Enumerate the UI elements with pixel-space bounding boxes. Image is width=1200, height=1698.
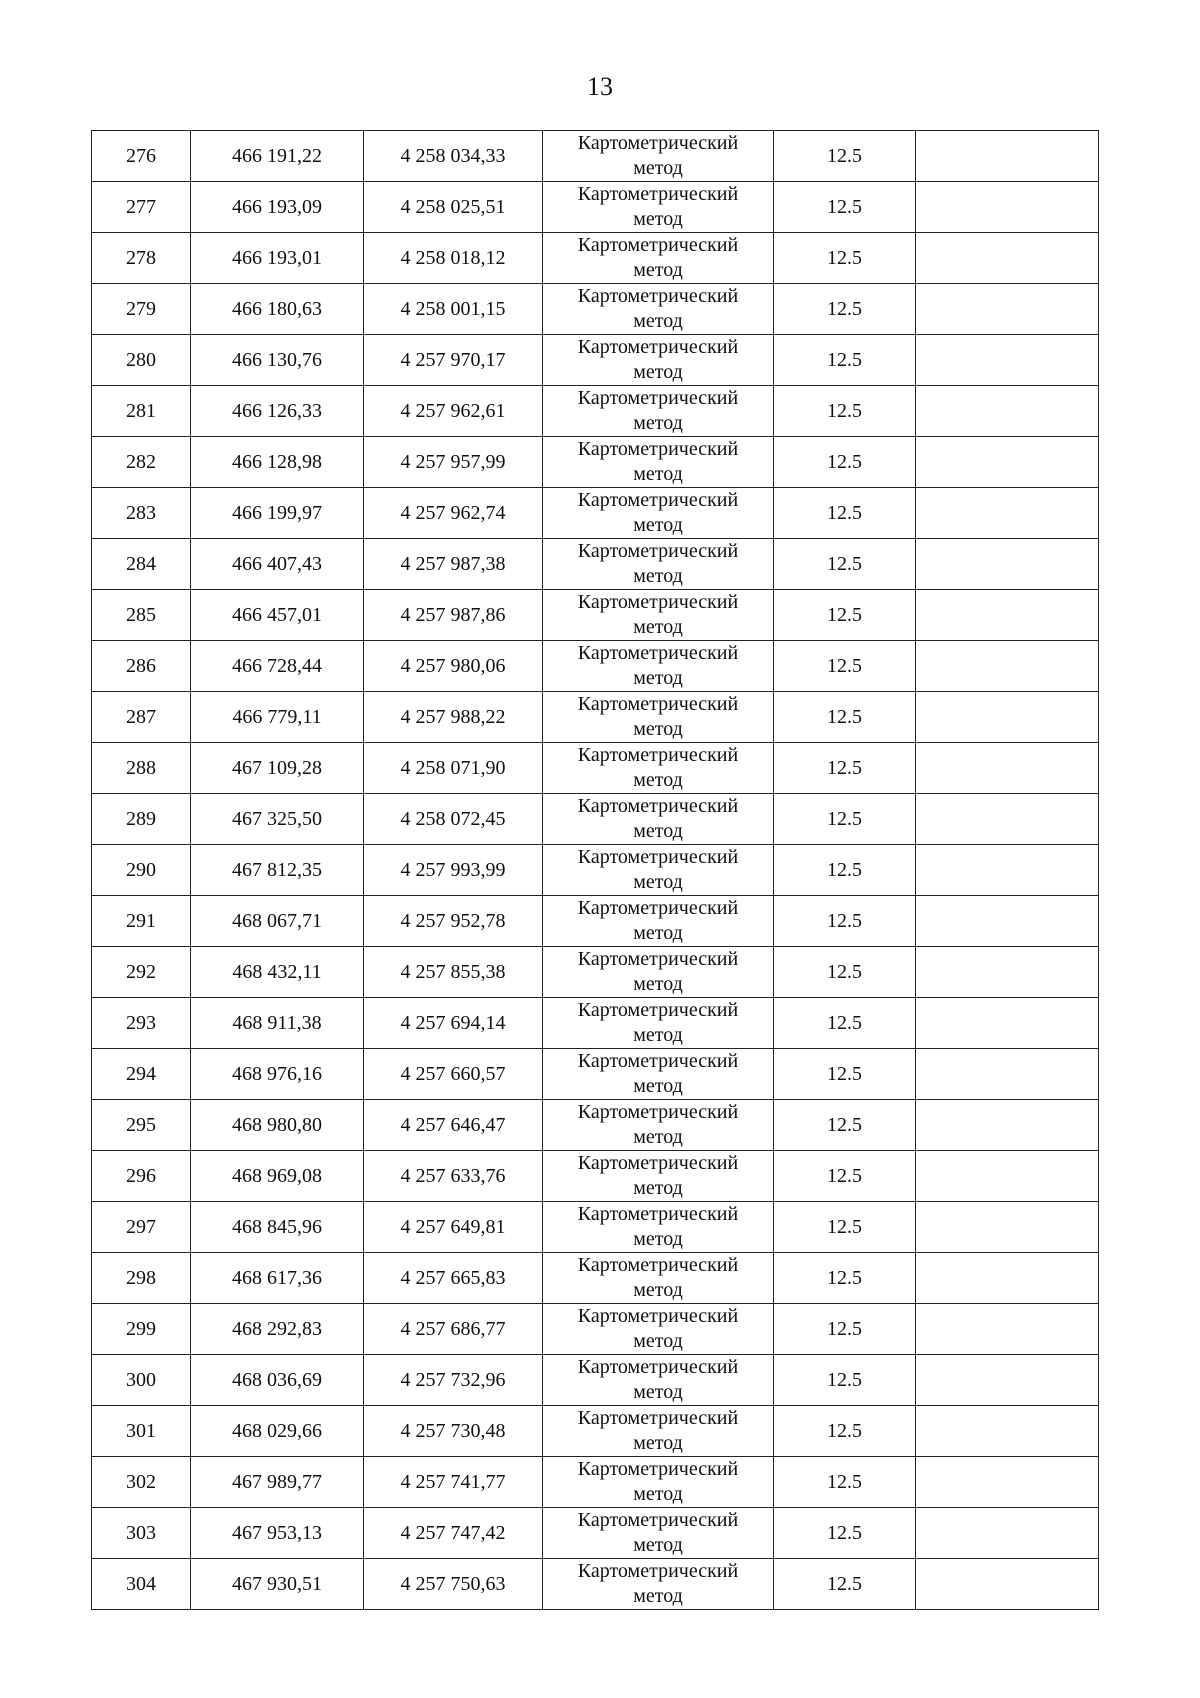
accuracy-value: 12.5 xyxy=(774,284,916,335)
note-cell xyxy=(916,539,1099,590)
y-coordinate: 4 257 952,78 xyxy=(364,896,543,947)
accuracy-value: 12.5 xyxy=(774,335,916,386)
method-cell xyxy=(543,1049,774,1100)
method-line-1: Картометрический xyxy=(577,540,739,562)
accuracy-value: 12.5 xyxy=(774,1202,916,1253)
method-line-1: Картометрический xyxy=(577,1407,739,1429)
accuracy-value: 12.5 xyxy=(774,233,916,284)
note-cell xyxy=(916,1355,1099,1406)
note-cell xyxy=(916,743,1099,794)
point-number: 286 xyxy=(92,641,191,692)
method-line-1: Картометрический xyxy=(577,1458,739,1480)
table-row xyxy=(92,947,1099,998)
accuracy-value: 12.5 xyxy=(774,896,916,947)
point-number: 288 xyxy=(92,743,191,794)
method-cell xyxy=(543,1202,774,1253)
accuracy-value: 12.5 xyxy=(774,1406,916,1457)
table-row xyxy=(92,896,1099,947)
method-line-2: метод xyxy=(633,1228,683,1250)
x-coordinate: 467 953,13 xyxy=(191,1508,364,1559)
y-coordinate: 4 258 071,90 xyxy=(364,743,543,794)
accuracy-value: 12.5 xyxy=(774,692,916,743)
x-coordinate: 468 029,66 xyxy=(191,1406,364,1457)
table-row xyxy=(92,998,1099,1049)
table-row xyxy=(92,131,1099,182)
x-coordinate: 466 191,22 xyxy=(191,131,364,182)
accuracy-value: 12.5 xyxy=(774,539,916,590)
point-number: 296 xyxy=(92,1151,191,1202)
method-line-2: метод xyxy=(633,1075,683,1097)
y-coordinate: 4 257 633,76 xyxy=(364,1151,543,1202)
accuracy-value: 12.5 xyxy=(774,641,916,692)
table-row xyxy=(92,488,1099,539)
method-cell xyxy=(543,1253,774,1304)
accuracy-value: 12.5 xyxy=(774,1253,916,1304)
method-cell xyxy=(543,1304,774,1355)
note-cell xyxy=(916,1457,1099,1508)
method-cell xyxy=(543,692,774,743)
y-coordinate: 4 257 750,63 xyxy=(364,1559,543,1610)
method-line-2: метод xyxy=(633,412,683,434)
accuracy-value: 12.5 xyxy=(774,845,916,896)
method-cell xyxy=(543,386,774,437)
method-line-1: Картометрический xyxy=(577,1254,739,1276)
method-line-1: Картометрический xyxy=(577,285,739,307)
method-line-1: Картометрический xyxy=(577,642,739,664)
method-line-1: Картометрический xyxy=(577,1356,739,1378)
method-line-2: метод xyxy=(633,1483,683,1505)
method-line-2: метод xyxy=(633,1381,683,1403)
x-coordinate: 467 325,50 xyxy=(191,794,364,845)
method-line-1: Картометрический xyxy=(577,846,739,868)
table-row xyxy=(92,845,1099,896)
x-coordinate: 466 193,01 xyxy=(191,233,364,284)
x-coordinate: 468 969,08 xyxy=(191,1151,364,1202)
method-line-1: Картометрический xyxy=(577,795,739,817)
accuracy-value: 12.5 xyxy=(774,590,916,641)
accuracy-value: 12.5 xyxy=(774,743,916,794)
y-coordinate: 4 257 962,61 xyxy=(364,386,543,437)
y-coordinate: 4 257 646,47 xyxy=(364,1100,543,1151)
note-cell xyxy=(916,233,1099,284)
x-coordinate: 468 292,83 xyxy=(191,1304,364,1355)
note-cell xyxy=(916,131,1099,182)
method-cell xyxy=(543,1457,774,1508)
method-line-2: метод xyxy=(633,922,683,944)
table-row xyxy=(92,1355,1099,1406)
method-line-1: Картометрический xyxy=(577,1203,739,1225)
method-line-1: Картометрический xyxy=(577,744,739,766)
accuracy-value: 12.5 xyxy=(774,1559,916,1610)
x-coordinate: 468 067,71 xyxy=(191,896,364,947)
method-line-2: метод xyxy=(633,667,683,689)
method-line-2: метод xyxy=(633,871,683,893)
table-row xyxy=(92,692,1099,743)
method-line-1: Картометрический xyxy=(577,234,739,256)
method-line-1: Картометрический xyxy=(577,1101,739,1123)
accuracy-value: 12.5 xyxy=(774,1151,916,1202)
note-cell xyxy=(916,1100,1099,1151)
note-cell xyxy=(916,1049,1099,1100)
method-line-2: метод xyxy=(633,1585,683,1607)
method-line-2: метод xyxy=(633,565,683,587)
table-body xyxy=(92,131,1099,1610)
method-line-1: Картометрический xyxy=(577,1050,739,1072)
point-number: 291 xyxy=(92,896,191,947)
y-coordinate: 4 257 686,77 xyxy=(364,1304,543,1355)
y-coordinate: 4 258 001,15 xyxy=(364,284,543,335)
accuracy-value: 12.5 xyxy=(774,437,916,488)
accuracy-value: 12.5 xyxy=(774,131,916,182)
y-coordinate: 4 257 987,38 xyxy=(364,539,543,590)
point-number: 298 xyxy=(92,1253,191,1304)
point-number: 303 xyxy=(92,1508,191,1559)
accuracy-value: 12.5 xyxy=(774,1100,916,1151)
method-cell xyxy=(543,1100,774,1151)
method-cell xyxy=(543,794,774,845)
point-number: 293 xyxy=(92,998,191,1049)
note-cell xyxy=(916,182,1099,233)
y-coordinate: 4 257 732,96 xyxy=(364,1355,543,1406)
method-cell xyxy=(543,998,774,1049)
accuracy-value: 12.5 xyxy=(774,1304,916,1355)
note-cell xyxy=(916,1202,1099,1253)
table-row xyxy=(92,386,1099,437)
accuracy-value: 12.5 xyxy=(774,1355,916,1406)
x-coordinate: 467 109,28 xyxy=(191,743,364,794)
y-coordinate: 4 257 730,48 xyxy=(364,1406,543,1457)
note-cell xyxy=(916,1304,1099,1355)
y-coordinate: 4 258 018,12 xyxy=(364,233,543,284)
method-line-1: Картометрический xyxy=(577,336,739,358)
x-coordinate: 466 128,98 xyxy=(191,437,364,488)
y-coordinate: 4 258 072,45 xyxy=(364,794,543,845)
table-row xyxy=(92,1508,1099,1559)
table-row xyxy=(92,1304,1099,1355)
note-cell xyxy=(916,386,1099,437)
method-line-1: Картометрический xyxy=(577,693,739,715)
y-coordinate: 4 257 665,83 xyxy=(364,1253,543,1304)
point-number: 295 xyxy=(92,1100,191,1151)
point-number: 281 xyxy=(92,386,191,437)
method-line-2: метод xyxy=(633,1330,683,1352)
method-line-2: метод xyxy=(633,820,683,842)
point-number: 280 xyxy=(92,335,191,386)
note-cell xyxy=(916,1508,1099,1559)
method-cell xyxy=(543,1508,774,1559)
x-coordinate: 468 980,80 xyxy=(191,1100,364,1151)
method-cell xyxy=(543,1559,774,1610)
note-cell xyxy=(916,590,1099,641)
note-cell xyxy=(916,1559,1099,1610)
point-number: 287 xyxy=(92,692,191,743)
y-coordinate: 4 257 993,99 xyxy=(364,845,543,896)
y-coordinate: 4 257 694,14 xyxy=(364,998,543,1049)
method-line-2: метод xyxy=(633,769,683,791)
point-number: 282 xyxy=(92,437,191,488)
table-row xyxy=(92,1202,1099,1253)
table-row xyxy=(92,284,1099,335)
accuracy-value: 12.5 xyxy=(774,998,916,1049)
method-line-2: метод xyxy=(633,1177,683,1199)
method-cell xyxy=(543,1406,774,1457)
method-line-2: метод xyxy=(633,973,683,995)
point-number: 297 xyxy=(92,1202,191,1253)
table-row xyxy=(92,641,1099,692)
note-cell xyxy=(916,284,1099,335)
method-cell xyxy=(543,1151,774,1202)
table-row xyxy=(92,1457,1099,1508)
method-line-2: метод xyxy=(633,514,683,536)
y-coordinate: 4 257 957,99 xyxy=(364,437,543,488)
table-row xyxy=(92,1253,1099,1304)
method-line-1: Картометрический xyxy=(577,132,739,154)
accuracy-value: 12.5 xyxy=(774,1508,916,1559)
page-number: 13 xyxy=(587,72,613,101)
method-line-2: метод xyxy=(633,1279,683,1301)
x-coordinate: 468 911,38 xyxy=(191,998,364,1049)
y-coordinate: 4 257 741,77 xyxy=(364,1457,543,1508)
method-line-1: Картометрический xyxy=(577,387,739,409)
x-coordinate: 466 180,63 xyxy=(191,284,364,335)
method-line-2: метод xyxy=(633,310,683,332)
y-coordinate: 4 257 747,42 xyxy=(364,1508,543,1559)
note-cell xyxy=(916,896,1099,947)
point-number: 304 xyxy=(92,1559,191,1610)
accuracy-value: 12.5 xyxy=(774,947,916,998)
method-line-1: Картометрический xyxy=(577,489,739,511)
method-line-2: метод xyxy=(633,1534,683,1556)
method-line-2: метод xyxy=(633,463,683,485)
method-line-1: Картометрический xyxy=(577,1305,739,1327)
x-coordinate: 466 779,11 xyxy=(191,692,364,743)
y-coordinate: 4 257 855,38 xyxy=(364,947,543,998)
method-cell xyxy=(543,590,774,641)
x-coordinate: 468 617,36 xyxy=(191,1253,364,1304)
point-number: 289 xyxy=(92,794,191,845)
table-row xyxy=(92,590,1099,641)
method-line-2: метод xyxy=(633,208,683,230)
y-coordinate: 4 257 988,22 xyxy=(364,692,543,743)
point-number: 301 xyxy=(92,1406,191,1457)
table-row xyxy=(92,539,1099,590)
method-cell xyxy=(543,641,774,692)
x-coordinate: 466 199,97 xyxy=(191,488,364,539)
x-coordinate: 466 728,44 xyxy=(191,641,364,692)
method-cell xyxy=(543,284,774,335)
method-cell xyxy=(543,233,774,284)
note-cell xyxy=(916,437,1099,488)
method-line-1: Картометрический xyxy=(577,1509,739,1531)
x-coordinate: 466 193,09 xyxy=(191,182,364,233)
table-row xyxy=(92,794,1099,845)
point-number: 299 xyxy=(92,1304,191,1355)
table-row xyxy=(92,1100,1099,1151)
y-coordinate: 4 258 025,51 xyxy=(364,182,543,233)
method-line-1: Картометрический xyxy=(577,183,739,205)
table-row xyxy=(92,1151,1099,1202)
note-cell xyxy=(916,794,1099,845)
method-line-1: Картометрический xyxy=(577,591,739,613)
x-coordinate: 468 036,69 xyxy=(191,1355,364,1406)
note-cell xyxy=(916,335,1099,386)
x-coordinate: 466 126,33 xyxy=(191,386,364,437)
method-cell xyxy=(543,947,774,998)
point-number: 300 xyxy=(92,1355,191,1406)
method-cell xyxy=(543,335,774,386)
x-coordinate: 467 989,77 xyxy=(191,1457,364,1508)
method-line-1: Картометрический xyxy=(577,948,739,970)
point-number: 292 xyxy=(92,947,191,998)
method-line-2: метод xyxy=(633,718,683,740)
table-row xyxy=(92,182,1099,233)
method-line-1: Картометрический xyxy=(577,999,739,1021)
method-cell xyxy=(543,488,774,539)
x-coordinate: 466 130,76 xyxy=(191,335,364,386)
table-row xyxy=(92,743,1099,794)
table-row xyxy=(92,437,1099,488)
method-cell xyxy=(543,896,774,947)
note-cell xyxy=(916,998,1099,1049)
point-number: 285 xyxy=(92,590,191,641)
note-cell xyxy=(916,1253,1099,1304)
accuracy-value: 12.5 xyxy=(774,794,916,845)
point-number: 283 xyxy=(92,488,191,539)
table-row xyxy=(92,1406,1099,1457)
method-line-2: метод xyxy=(633,361,683,383)
accuracy-value: 12.5 xyxy=(774,488,916,539)
note-cell xyxy=(916,641,1099,692)
point-number: 294 xyxy=(92,1049,191,1100)
method-line-2: метод xyxy=(633,1126,683,1148)
accuracy-value: 12.5 xyxy=(774,1049,916,1100)
note-cell xyxy=(916,947,1099,998)
accuracy-value: 12.5 xyxy=(774,386,916,437)
method-cell xyxy=(543,131,774,182)
method-cell xyxy=(543,539,774,590)
table-row xyxy=(92,1049,1099,1100)
y-coordinate: 4 258 034,33 xyxy=(364,131,543,182)
note-cell xyxy=(916,1151,1099,1202)
note-cell xyxy=(916,488,1099,539)
point-number: 302 xyxy=(92,1457,191,1508)
x-coordinate: 466 457,01 xyxy=(191,590,364,641)
point-number: 276 xyxy=(92,131,191,182)
method-line-2: метод xyxy=(633,259,683,281)
method-cell xyxy=(543,845,774,896)
method-cell xyxy=(543,1355,774,1406)
table-row xyxy=(92,335,1099,386)
point-number: 277 xyxy=(92,182,191,233)
point-number: 278 xyxy=(92,233,191,284)
note-cell xyxy=(916,692,1099,743)
method-line-1: Картометрический xyxy=(577,1560,739,1582)
y-coordinate: 4 257 649,81 xyxy=(364,1202,543,1253)
method-line-2: метод xyxy=(633,616,683,638)
method-line-2: метод xyxy=(633,157,683,179)
coordinates-table xyxy=(91,130,1099,1610)
accuracy-value: 12.5 xyxy=(774,182,916,233)
x-coordinate: 468 845,96 xyxy=(191,1202,364,1253)
method-line-1: Картометрический xyxy=(577,438,739,460)
point-number: 279 xyxy=(92,284,191,335)
point-number: 290 xyxy=(92,845,191,896)
table-row xyxy=(92,233,1099,284)
x-coordinate: 468 976,16 xyxy=(191,1049,364,1100)
y-coordinate: 4 257 970,17 xyxy=(364,335,543,386)
method-line-1: Картометрический xyxy=(577,1152,739,1174)
method-cell xyxy=(543,743,774,794)
method-line-1: Картометрический xyxy=(577,897,739,919)
x-coordinate: 467 812,35 xyxy=(191,845,364,896)
x-coordinate: 468 432,11 xyxy=(191,947,364,998)
method-line-2: метод xyxy=(633,1024,683,1046)
note-cell xyxy=(916,845,1099,896)
table-row xyxy=(92,1559,1099,1610)
note-cell xyxy=(916,1406,1099,1457)
y-coordinate: 4 257 660,57 xyxy=(364,1049,543,1100)
method-cell xyxy=(543,182,774,233)
x-coordinate: 466 407,43 xyxy=(191,539,364,590)
point-number: 284 xyxy=(92,539,191,590)
y-coordinate: 4 257 980,06 xyxy=(364,641,543,692)
accuracy-value: 12.5 xyxy=(774,1457,916,1508)
x-coordinate: 467 930,51 xyxy=(191,1559,364,1610)
y-coordinate: 4 257 962,74 xyxy=(364,488,543,539)
method-cell xyxy=(543,437,774,488)
method-line-2: метод xyxy=(633,1432,683,1454)
y-coordinate: 4 257 987,86 xyxy=(364,590,543,641)
